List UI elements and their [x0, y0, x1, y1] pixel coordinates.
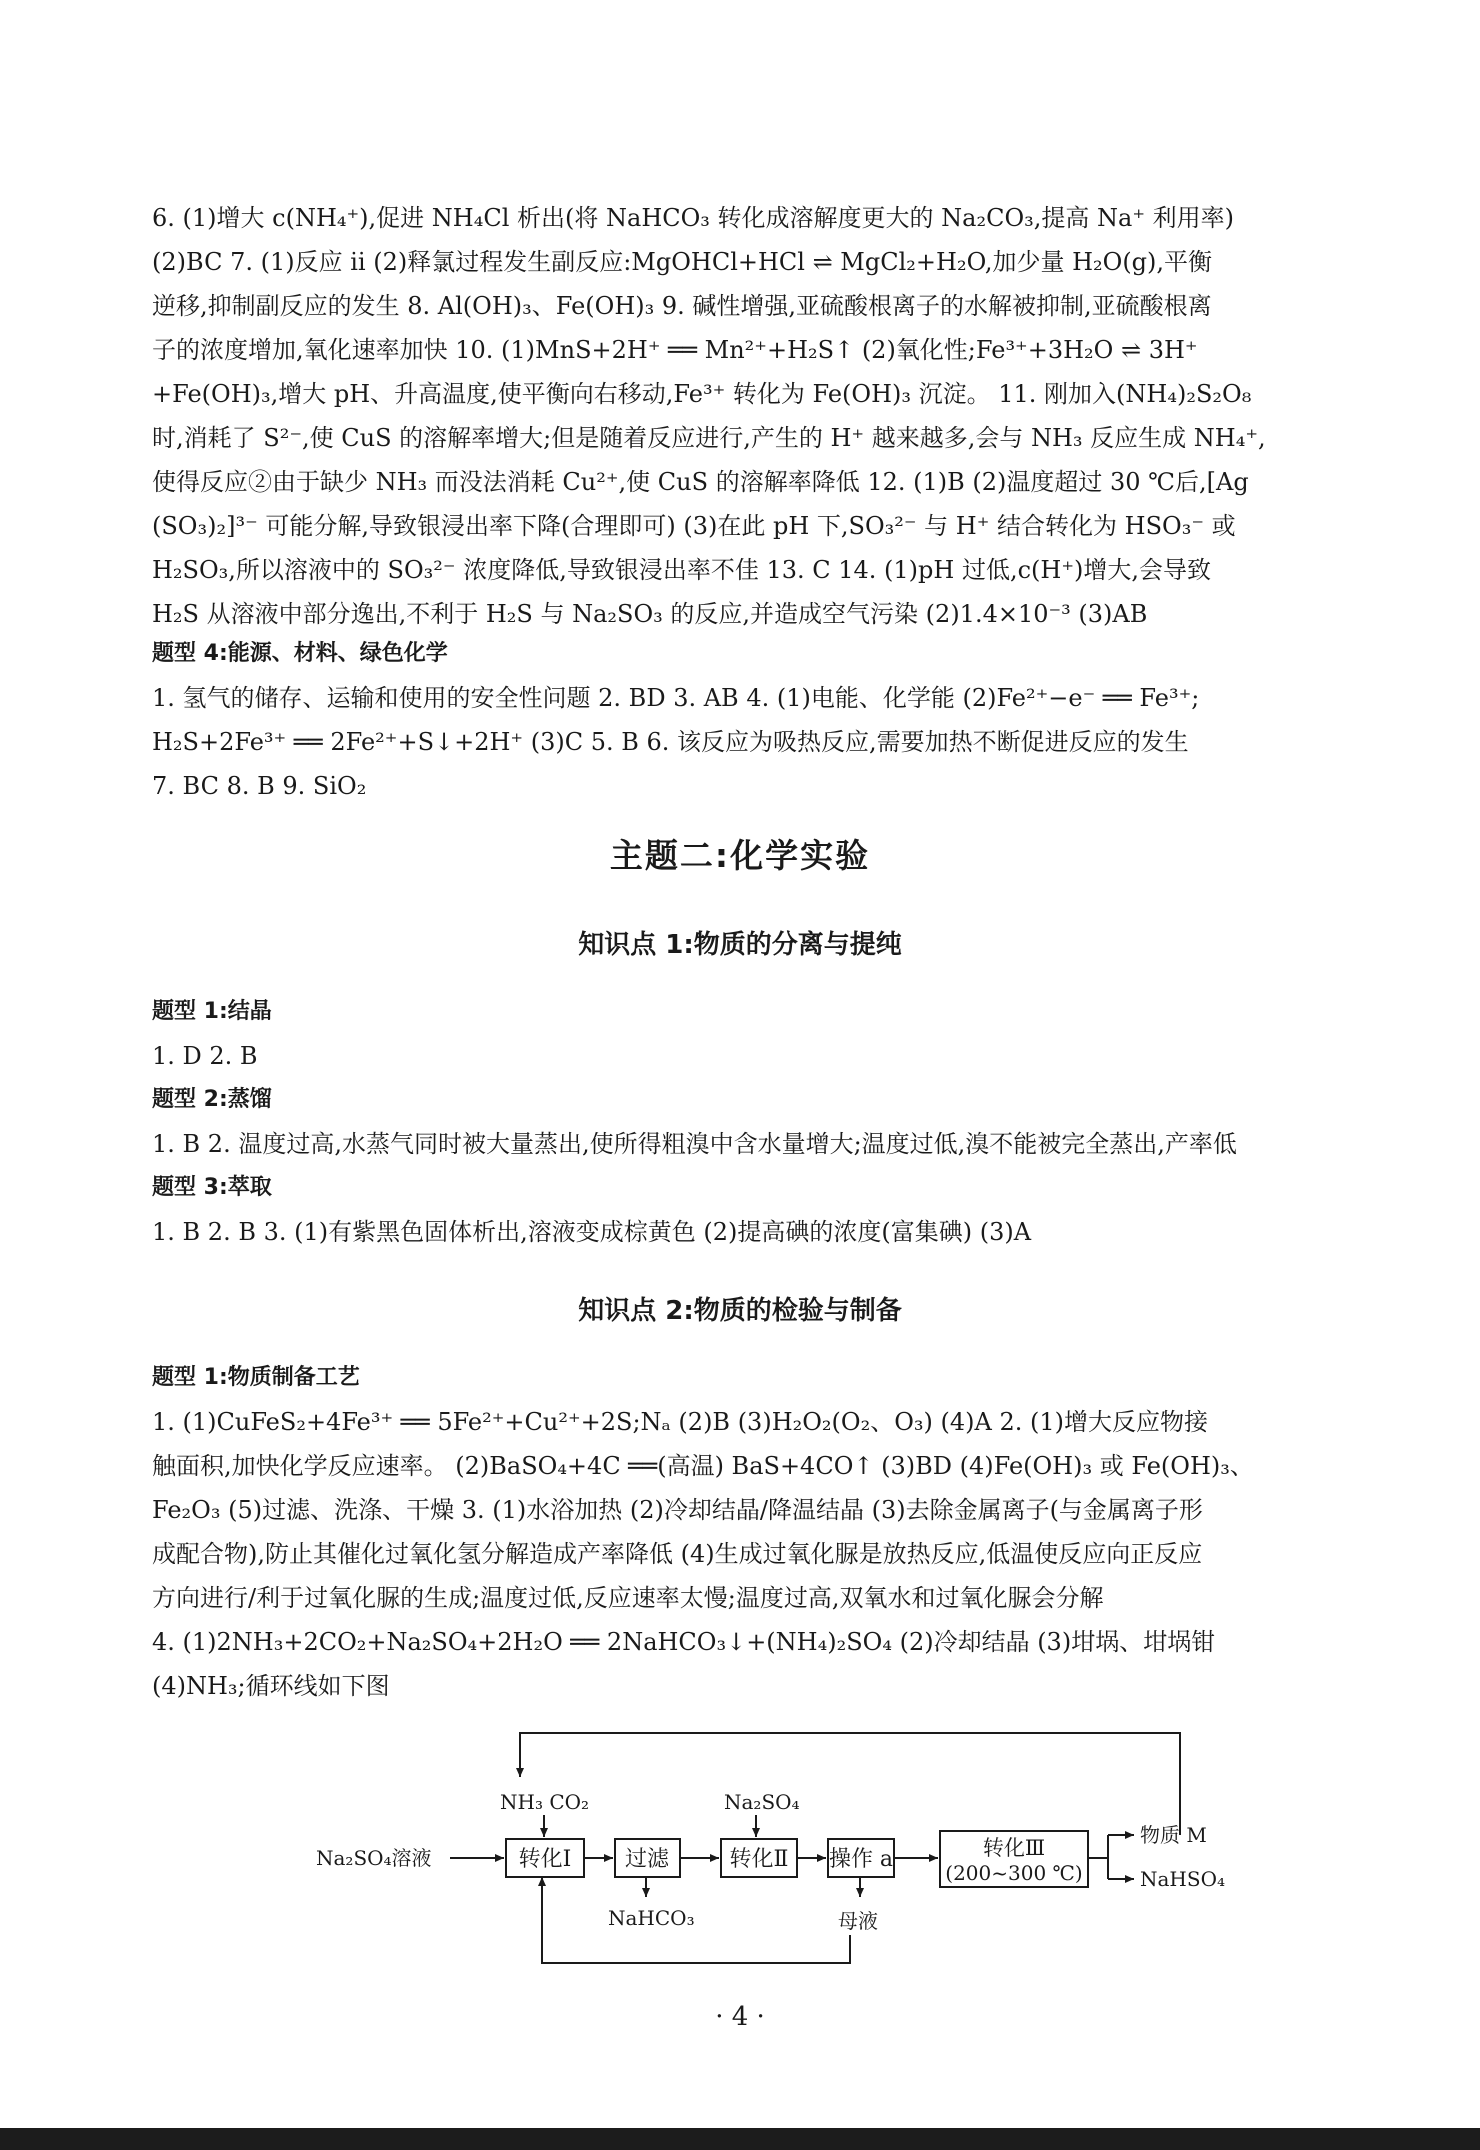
topic-title: 主题二:化学实验 [609, 836, 871, 875]
diagram-top-inputs-2: Na₂SO₄ [724, 1790, 800, 1814]
kp1-title: 知识点 1:物质的分离与提纯 [578, 930, 902, 960]
kp2-title: 知识点 2:物质的检验与制备 [578, 1296, 902, 1326]
kp2-answers [152, 1400, 1382, 1708]
answer-line: 4. (1)2NH₃+2CO₂+Na₂SO₄+2H₂O ══ 2NaHCO₃↓+(NH₄)₂SO₄ (2)冷却结晶 (3)坩埚、坩埚钳 [152, 1628, 1216, 1656]
recycle-line-top [520, 1733, 1180, 1835]
diagram-box2: 过滤 [624, 1847, 670, 1872]
answer-line: 1. B 2. 温度过高,水蒸气同时被大量蒸出,使所得粗溴中含水量增大;温度过低,溴不能被完全蒸出,产率低 [152, 1130, 1237, 1158]
kp1-section [152, 990, 1382, 1254]
diagram-out-solid: NaHCO₃ [608, 1906, 695, 1930]
question-type-heading: 题型 1:结晶 [152, 999, 272, 1024]
answer-line: 逆移,抑制副反应的发生 8. Al(OH)₃、Fe(OH)₃ 9. 碱性增强,亚硫酸根离子的水解被抑制,亚硫酸根离 [152, 292, 1212, 320]
diagram-out-nahso4: NaHSO₄ [1140, 1867, 1225, 1891]
question-type-heading: 题型 2:蒸馏 [152, 1087, 272, 1112]
type4-answers [152, 676, 1382, 808]
answer-line: (2)BC 7. (1)反应 ⅱ (2)释氯过程发生副反应:MgOHCl+HCl ⇌ MgCl₂+H₂O,加少量 H₂O(g),平衡 [152, 248, 1213, 276]
answer-line: 7. BC 8. B 9. SiO₂ [152, 772, 367, 800]
diagram-box5-line2: (200~300 ℃) [945, 1861, 1083, 1885]
answer-line: 使得反应②由于缺少 NH₃ 而没法消耗 Cu²⁺,使 CuS 的溶解率降低 12. (1)B (2)温度超过 30 ℃后,[Ag [152, 468, 1249, 496]
answer-line: 方向进行/利于过氧化脲的生成;温度过低,反应速率太慢;温度过高,双氧水和过氧化脲会分解 [152, 1584, 1104, 1612]
type4-section [152, 632, 1382, 808]
answer-line: (SO₃)₂]³⁻ 可能分解,导致银浸出率下降(合理即可) (3)在此 pH 下,SO₃²⁻ 与 H⁺ 结合转化为 HSO₃⁻ 或 [152, 512, 1236, 540]
answer-line: (4)NH₃;循环线如下图 [152, 1672, 390, 1700]
answer-line: 1. 氢气的储存、运输和使用的安全性问题 2. BD 3. AB 4. (1)电能、化学能 (2)Fe²⁺−e⁻ ══ Fe³⁺; [152, 684, 1200, 712]
type4-heading: 题型 4:能源、材料、绿色化学 [152, 641, 448, 666]
answer-line: Fe₂O₃ (5)过滤、洗涤、干燥 3. (1)水浴加热 (2)冷却结晶/降温结晶 (3)去除金属离子(与金属离子形 [152, 1496, 1203, 1524]
answer-line: 时,消耗了 S²⁻,使 CuS 的溶解率增大;但是随着反应进行,产生的 H⁺ 越来越多,会与 NH₃ 反应生成 NH₄⁺, [152, 424, 1266, 452]
answers-section-continued [152, 196, 1382, 636]
page-number: · 4 · [715, 2002, 765, 2032]
diagram-box5-line1: 转化Ⅲ [982, 1836, 1046, 1860]
answer-line: H₂S+2Fe³⁺ ══ 2Fe²⁺+S↓+2H⁺ (3)C 5. B 6. 该反应为吸热反应,需要加热不断促进反应的发生 [152, 728, 1189, 756]
recycle-line-bottom [542, 1877, 850, 1963]
kp2-section [152, 1356, 1382, 1708]
diagram-box4: 操作 a [828, 1847, 894, 1872]
diagram-out-m: 物质 M [1140, 1823, 1207, 1847]
diagram-top-inputs-1: NH₃ CO₂ [500, 1790, 590, 1814]
question-type-heading: 题型 3:萃取 [152, 1175, 272, 1200]
answer-line: 触面积,加快化学反应速率。 (2)BaSO₄+4C ══(高温) BaS+4CO↑ (3)BD (4)Fe(OH)₃ 或 Fe(OH)₃、 [152, 1452, 1254, 1480]
diagram-out-liquid: 母液 [838, 1909, 878, 1933]
diagram-box3: 转化Ⅱ [729, 1847, 789, 1872]
answer-line: +Fe(OH)₃,增大 pH、升高温度,使平衡向右移动,Fe³⁺ 转化为 Fe(OH)₃ 沉淀。 11. 刚加入(NH₄)₂S₂O₈ [152, 380, 1252, 408]
kp2-heading: 题型 1:物质制备工艺 [152, 1365, 360, 1390]
bottom-border [0, 2128, 1480, 2150]
answer-line: 1. D 2. B [152, 1042, 258, 1070]
answer-line: H₂S 从溶液中部分逸出,不利于 H₂S 与 Na₂SO₃ 的反应,并造成空气污染 (2)1.4×10⁻³ (3)AB [152, 600, 1148, 628]
answer-line: 1. B 2. B 3. (1)有紫黑色固体析出,溶液变成棕黄色 (2)提高碘的浓度(富集碘) (3)A [152, 1218, 1032, 1246]
answer-line: 子的浓度增加,氧化速率加快 10. (1)MnS+2H⁺ ══ Mn²⁺+H₂S↑ (2)氧化性;Fe³⁺+3H₂O ⇌ 3H⁺ [152, 336, 1198, 364]
arrow-split [1088, 1835, 1132, 1879]
answer-line: 成配合物),防止其催化过氧化氢分解造成产率降低 (4)生成过氧化脲是放热反应,低温使反应向正反应 [152, 1540, 1203, 1568]
process-flow-diagram [300, 1725, 1260, 1980]
answer-line: H₂SO₃,所以溶液中的 SO₃²⁻ 浓度降低,导致银浸出率不佳 13. C 14. (1)pH 过低,c(H⁺)增大,会导致 [152, 556, 1211, 584]
diagram-box1: 转化Ⅰ [518, 1847, 572, 1872]
diagram-input: Na₂SO₄溶液 [316, 1846, 432, 1870]
answer-line: 1. (1)CuFeS₂+4Fe³⁺ ══ 5Fe²⁺+Cu²⁺+2S;Nₐ (2)B (3)H₂O₂(O₂、O₃) (4)A 2. (1)增大反应物接 [152, 1408, 1208, 1436]
answer-line: 6. (1)增大 c(NH₄⁺),促进 NH₄Cl 析出(将 NaHCO₃ 转化成溶解度更大的 Na₂CO₃,提高 Na⁺ 利用率) [152, 204, 1234, 232]
